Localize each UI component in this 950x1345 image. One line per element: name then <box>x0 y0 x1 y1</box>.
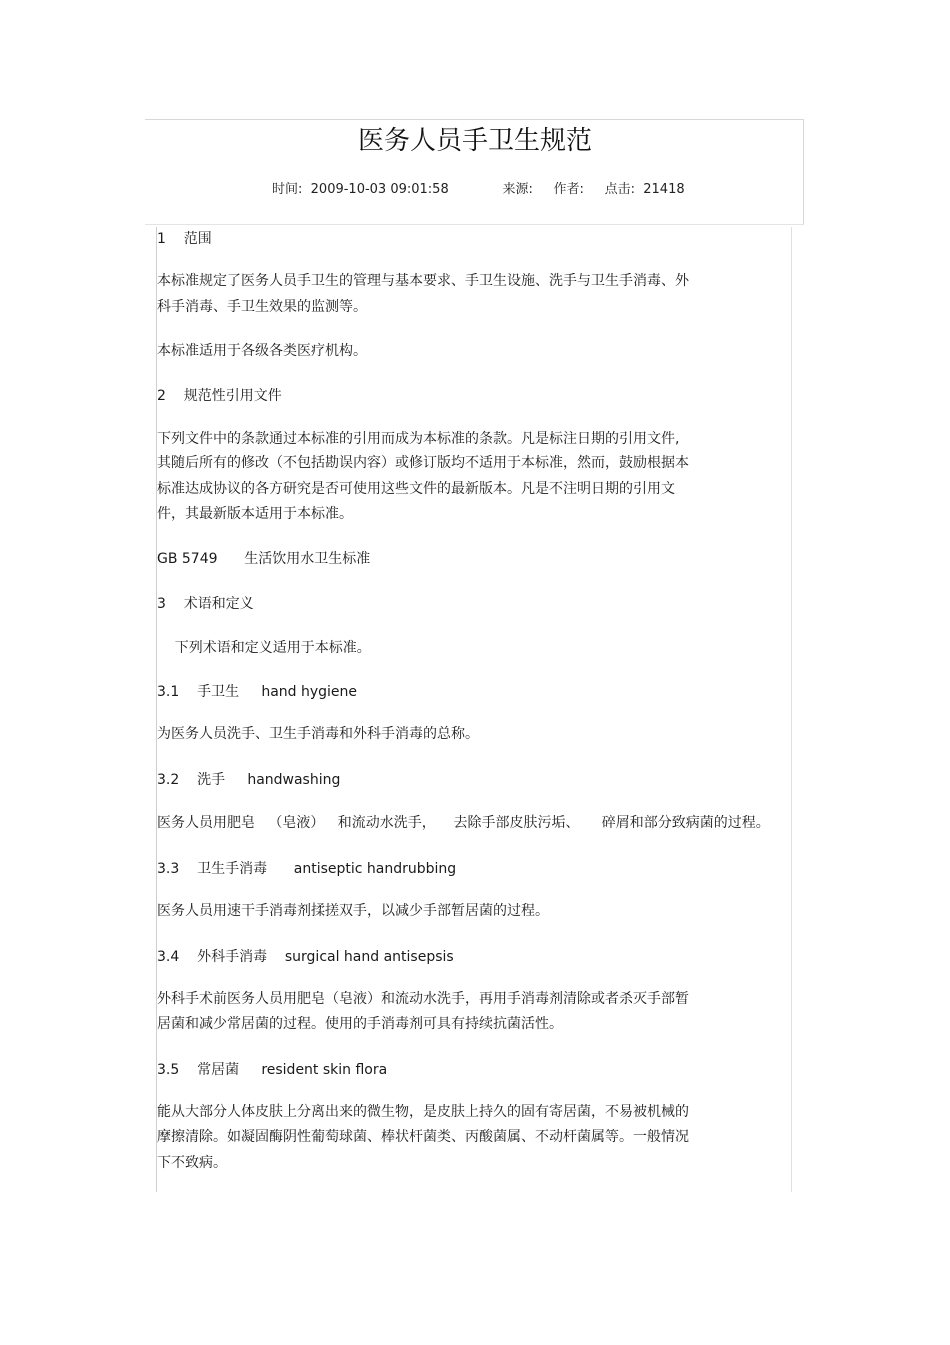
paragraph-line: 摩擦清除。如凝固酶阴性葡萄球菌、棒状杆菌类、丙酸菌属、不动杆菌属等。一般情况 <box>157 1129 689 1145</box>
content-box <box>156 227 792 1192</box>
term-heading: 3.5 常居菌 resident skin flora <box>157 1062 388 1078</box>
paragraph-line: 科手消毒、手卫生效果的监测等。 <box>157 299 367 315</box>
paragraph-line: 能从大部分人体皮肤上分离出来的微生物，是皮肤上持久的固有寄居菌，不易被机械的 <box>157 1104 689 1120</box>
time-label: 时间: <box>272 182 303 197</box>
clicks-label: 点击: <box>604 182 635 197</box>
paragraph-line: 标准达成协议的各方研究是否可使用这些文件的最新版本。凡是不注明日期的引用文 <box>157 481 675 497</box>
page-title: 医务人员手卫生规范 <box>357 126 592 156</box>
section-heading: 1 范围 <box>157 231 212 247</box>
reference-line: GB 5749 生活饮用水卫生标准 <box>157 551 371 567</box>
paragraph-line: 其随后所有的修改（不包括勘误内容）或修订版均不适用于本标准，然而，鼓励根据本 <box>157 455 689 471</box>
term-heading: 3.3 卫生手消毒 antiseptic handrubbing <box>157 861 457 877</box>
section-heading: 2 规范性引用文件 <box>157 388 282 404</box>
paragraph-line: 外科手术前医务人员用肥皂（皂液）和流动水洗手，再用手消毒剂清除或者杀灭手部暂 <box>157 991 689 1007</box>
author-label: 作者: <box>553 182 584 197</box>
paragraph-line: 下列文件中的条款通过本标准的引用而成为本标准的条款。凡是标注日期的引用文件, <box>157 431 680 447</box>
paragraph-line: 居菌和减少常居菌的过程。使用的手消毒剂可具有持续抗菌活性。 <box>157 1016 563 1032</box>
paragraph-line: 本标准适用于各级各类医疗机构。 <box>157 343 367 359</box>
term-heading: 3.2 洗手 handwashing <box>157 772 341 788</box>
paragraph-line: 件，其最新版本适用于本标准。 <box>157 506 353 522</box>
paragraph-line: 下列术语和定义适用于本标准。 <box>157 640 371 656</box>
article-meta <box>272 182 685 198</box>
source-label: 来源: <box>502 182 533 197</box>
time-value: 2009-10-03 09:01:58 <box>310 182 449 197</box>
paragraph-line: 医务人员用速干手消毒剂揉搓双手，以减少手部暂居菌的过程。 <box>157 903 549 919</box>
paragraph-line: 本标准规定了医务人员手卫生的管理与基本要求、手卫生设施、洗手与卫生手消毒、外 <box>157 273 689 289</box>
paragraph-line: 下不致病。 <box>157 1155 227 1171</box>
clicks-value: 21418 <box>643 182 685 197</box>
term-heading: 3.1 手卫生 hand hygiene <box>157 684 358 700</box>
term-heading: 3.4 外科手消毒 surgical hand antisepsis <box>157 949 454 965</box>
paragraph-line: 医务人员用肥皂 （皂液） 和流动水洗手， 去除手部皮肤污垢、 碎屑和部分致病菌的过程。 <box>157 815 770 831</box>
section-heading: 3 术语和定义 <box>157 596 254 612</box>
paragraph-line: 为医务人员洗手、卫生手消毒和外科手消毒的总称。 <box>157 726 479 742</box>
